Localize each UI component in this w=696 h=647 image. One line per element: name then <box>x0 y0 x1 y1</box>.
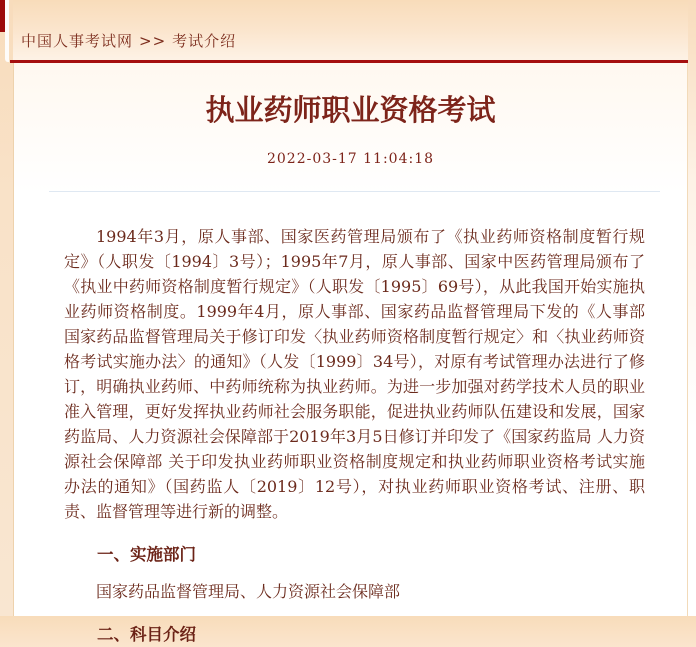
left-background-strip <box>0 0 13 616</box>
section-heading-implementing-department: 一、实施部门 <box>97 545 196 564</box>
corner-white-strip <box>5 0 9 62</box>
breadcrumb-site-link[interactable]: 中国人事考试网 <box>21 32 134 50</box>
section-body-implementing-department: 国家药品监督管理局、人力资源社会保障部 <box>96 582 401 601</box>
breadcrumb-separator: >> <box>139 32 167 50</box>
article-paragraph: 1994年3月，原人事部、国家医药管理局颁布了《执业药师资格制度暂行规定》（人职发〔1994〕3号）；1995年7月，原人事部、国家中医药管理局颁布了《执业中药师资格制度暂行规定》（人职发〔1995〕69号），从此我国开始实施执业药师资格制度。1999年4月，原人事部、国家药品监督管理局下发的《人事部 国家药品监督管理局关于修订印发〈执业药师资格制度暂行规定〉和〈执业药师资格考试实施办法〉的通知》（人发〔1999〕34号），对原有考试管理办法进行了修订，明确执业药师、中药师统称为执业药师。为进一步加强对药学技术人员的职业准入管理，更好发挥执业药师社会服务职能，促进执业药师队伍建设和发展，国家药监局、人力资源社会保障部于2019年3月5日修订并印发了《国家药监局 人力资源社会保障部 关于印发执业药师职业资格制度规定和执业药师职业资格考试实施办法的通知》（国药监人〔2019〕12号），对执业药师职业资格考试、注册、职责、监督管理等进行新的调整。 <box>64 227 645 521</box>
article-body <box>64 224 645 647</box>
article-date: 2022-03-17 11:04:18 <box>266 151 435 167</box>
breadcrumb-current-link[interactable]: 考试介绍 <box>172 32 237 50</box>
content-panel <box>13 63 688 644</box>
page-title: 执业药师职业资格考试 <box>205 93 496 127</box>
article <box>14 93 687 647</box>
date-divider <box>49 191 660 192</box>
breadcrumb <box>21 30 236 51</box>
right-background-strip <box>688 0 696 616</box>
section-heading-subject-introduction: 二、科目介绍 <box>97 625 196 644</box>
